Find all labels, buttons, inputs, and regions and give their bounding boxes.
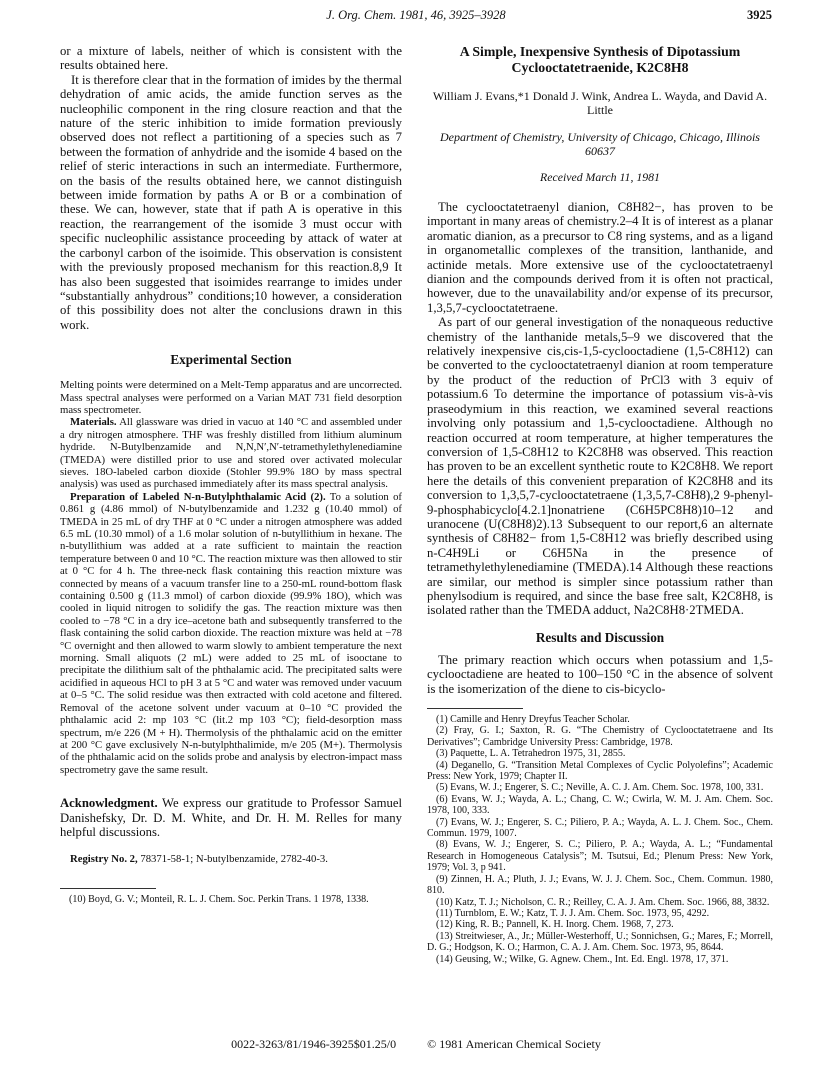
- right-footnotes: [427, 714, 773, 965]
- results-heading: Results and Discussion: [535, 629, 665, 645]
- left-column: [60, 44, 402, 905]
- results-paragraph: The primary reaction which occurs when potassium and 1,5-cyclooctadiene are heated to 100–150 °C in the absence of solvent is the isomerization of the diene to cis-bicyclo-: [427, 652, 773, 696]
- experimental-text: [60, 379, 402, 776]
- footnote: (4) Deganello, G. “Transition Metal Complexes of Cyclic Polyolefins”; Academic Press: New York, 1979; Chapter II.: [427, 759, 773, 783]
- footnote: (14) Geusing, W.; Wilke, G. Agnew. Chem., Int. Ed. Engl. 1978, 17, 371.: [436, 953, 729, 965]
- discussion-text: [60, 44, 402, 332]
- authors: William J. Evans,*1 Donald J. Wink, Andrea L. Wayda, and David A. Little: [432, 89, 768, 117]
- footnote: (10) Katz, T. J.; Nicholson, C. R.; Reilley, C. A. J. Am. Chem. Soc. 1966, 88, 3832.: [436, 896, 770, 908]
- intro-paragraph: The cyclooctatetraenyl dianion, C8H82−, has proven to be important in many areas of chemistry.2–4 It is of interest as a planar aromatic dianion, as a precursor to C8 ring systems, and as a ligand in organometallic complexes of the transition, lanthanide, and actinide metals. More extensive use of the cyclooctatetraenyl dianion and the compounds derived from it is often not practical, however, due to the unavailability and/or expense of its precursor, 1,3,5,7-cyclooctatetraene.: [427, 200, 773, 315]
- running-header: [60, 8, 772, 28]
- article-title: A Simple, Inexpensive Synthesis of Dipotassium Cyclooctatetraenide, K2C8H8: [459, 44, 741, 75]
- acknowledgment-label: Acknowledgment.: [60, 796, 158, 811]
- footnote: (13) Streitwieser, A., Jr.; Müller-Westerhoff, U.; Sonnichsen, G.; Mares, F.; Morrell, D. G.; Hodgson, K. O.; Harmon, C. A. J. Am. Chem. Soc. 1973, 95, 8644.: [427, 930, 773, 954]
- registry-numbers: [60, 853, 402, 865]
- footnote: (11) Turnblom, E. W.; Katz, T. J. J. Am. Chem. Soc. 1973, 95, 4292.: [436, 907, 710, 919]
- footnote-rule: [60, 888, 156, 889]
- footnote: (1) Camille and Henry Dreyfus Teacher Scholar.: [436, 714, 630, 725]
- materials-paragraph: [60, 416, 402, 490]
- acknowledgment-text: We express our gratitude to Professor Samuel Danishefsky, Dr. D. M. White, and Dr. H. M. Relles for many helpful discussions.: [60, 796, 402, 839]
- footnote: (9) Zinnen, H. A.; Pluth, J. J.; Evans, W. J. J. Chem. Soc., Chem. Commun. 1980, 810.: [427, 873, 773, 897]
- continued-paragraph: or a mixture of labels, neither of which is consistent with the results obtained here.: [60, 44, 402, 73]
- received-date: Received March 11, 1981: [540, 170, 660, 184]
- conclusion-paragraph: It is therefore clear that in the formation of imides by the thermal dehydration of amic acids, the amide function serves as the nucleophilic component in the ring closure reaction and that the nature of the steric inhibition to imide formation previously observed does not reflect a partitioning of a species such as 7 between the formation of anhydride and the isomide 4 based on the relief of steric interactions in such an intermediate. Furthermore, on the basis of the results obtained here, we cannot distinguish between imide formation by paths A or B or a combination of these. We can, however, state that if path A is operative in this reaction, the rearrangement of the isomide 3 must occur with specific nucleophilic assistance proceeding by attack of water at the carbonyl carbon of the isoimide. This observation is consistent with the previously proposed mechanism for this reaction.8,9 It has also been suggested that isoimides rearrange to imides under “substantially anhydrous” conditions;10 however, a consideration of this possibility does not alter the conclusions drawn in this work.: [60, 72, 402, 332]
- left-footnotes: [60, 894, 402, 905]
- footnote: (2) Fray, G. I.; Saxton, R. G. “The Chemistry of Cyclooctatetraene and Its Derivatives”; Cambridge University Press: Cambridge, 1978.: [427, 725, 773, 748]
- footnote-rule: [427, 708, 523, 709]
- registry-text: 78371-58-1; N-butylbenzamide, 2782-40-3.: [137, 853, 328, 866]
- right-column: [427, 44, 773, 965]
- price-code: 0022-3263/81/1946-3925$01.25/0: [231, 1037, 397, 1051]
- results-text: [427, 653, 773, 696]
- preparation-paragraph: [60, 491, 402, 776]
- materials-label: Materials.: [70, 416, 117, 429]
- experimental-heading: Experimental Section: [170, 352, 292, 368]
- investigation-paragraph: As part of our general investigation of the nonaqueous reductive chemistry of the lanthanide metals,5–9 we discovered that the relatively inexpensive cis,cis-1,5-cyclooctadiene (1,5-C8H12) can be converted to the cyclooctatetraenyl dianion at room temperature by the product of the reduction of PrCl3 with 3 equiv of potassium.6 To determine the importance of potassium vis-à-vis praseodymium in this reaction, we examined several reactions involving only potassium and 1,5-cyclooctadiene. Although no reaction occurred at room temperature, at higher temperatures the conversion of 1,5-C8H12 to K2C8H8 was observed. This reaction has proven to be an excellent synthetic route to K2C8H8. We report here the details of this convenient preparation of K2C8H8 and its conversion to 1,3,5,7-cyclooctatetraene (1,3,5,7-C8H8),2 9-phenyl-9-phosphabicyclo[4.2.1]nonatriene (C6H5PC8H8)10–12 and uranocene (U(C8H8)2).13 Subsequent to our report,6 an alternate synthesis of C8H82− from 1,5-C8H12 was briefly described using n-C4H9Li or C6H5Na in the presence of tetramethylethylenediamine (TMEDA).14 Although these reactions are similar, our method is simpler since potassium rather than phenylsodium is required, and since the base free salt, K2C8H8, is isolated rather than the TMEDA adduct, Na2C8H8·2TMEDA.: [427, 315, 773, 618]
- acknowledgment: [60, 796, 402, 839]
- page-number: 3925: [747, 8, 772, 22]
- apparatus-paragraph: Melting points were determined on a Melt-Temp apparatus and are uncorrected. Mass spectral analyses were performed on a Varian MAT 731 field desorption mass spectrometer.: [60, 379, 402, 416]
- footnote: (7) Evans, W. J.; Engerer, S. C.; Piliero, P. A.; Wayda, A. L. J. Chem. Soc., Chem. Commun. 1979, 1007.: [427, 816, 773, 840]
- journal-citation: J. Org. Chem. 1981, 46, 3925–3928: [326, 8, 506, 22]
- footnote-10: (10) Boyd, G. V.; Monteil, R. L. J. Chem. Soc. Perkin Trans. 1 1978, 1338.: [69, 893, 369, 905]
- footnote: (8) Evans, W. J.; Engerer, S. C.; Piliero, P. A.; Wayda, A. L.; “Fundamental Research in Homogeneous Catalysis”; M. Tsutsui, Ed.; Plenum Press: New York, 1979; Vol. 3, p 941.: [427, 839, 773, 874]
- article-body: [427, 200, 773, 618]
- materials-text: All glassware was dried in vacuo at 140 °C and assembled under a dry nitrogen atmosphere. THF was freshly distilled from lithium aluminum hydride. N-Butylbenzamide and N,N,N′,N′-tetramethylethylenediamine (TMEDA) were distilled prior to use and stored over activated molecular sieves. 18O-labeled carbon dioxide (Stohler 99.9% 18O by mass spectral analysis) was used as purchased immediately after its mass spectral analysis.: [60, 416, 402, 491]
- footnote: (12) King, R. B.; Pannell, K. H. Inorg. Chem. 1968, 7, 273.: [436, 919, 674, 931]
- affiliation: Department of Chemistry, University of Chicago, Chicago, Illinois 60637: [440, 130, 760, 158]
- registry-label: Registry No. 2,: [70, 853, 138, 866]
- footnote: (3) Paquette, L. A. Tetrahedron 1975, 31, 2855.: [436, 748, 626, 760]
- page-footer: [60, 1037, 772, 1052]
- preparation-label: Preparation of Labeled N-n-Butylphthalamic Acid (2).: [70, 490, 326, 503]
- copyright: © 1981 American Chemical Society: [427, 1037, 601, 1051]
- footnote: (5) Evans, W. J.; Engerer, S. C.; Neville, A. C. J. Am. Chem. Soc. 1978, 100, 331.: [436, 782, 764, 794]
- footnote: (6) Evans, W. J.; Wayda, A. L.; Chang, C. W.; Cwirla, W. M. J. Am. Chem. Soc. 1978, 100, 333.: [427, 793, 773, 817]
- preparation-text: To a solution of 0.861 g (4.86 mmol) of N-butylbenzamide and 1.232 g (10.40 mmol) of TMEDA in 25 mL of dry THF at 0 °C under a nitrogen atmosphere was added 6.5 mL (10.30 mmol) of a 1.6 molar solution of n-butyllithium in hexane. The n-butyllithium was added at a rate sufficient to maintain the reaction temperature between 0 and 10 °C. The reaction mixture was then allowed to stir at 0 °C for 4 h. The three-neck flask containing this reaction mixture was connected by means of a vacuum transfer line to a 250-mL round-bottom flask containing 0.500 g (11.3 mmol) of carbon dioxide (99.9% 18O), which was cooled in liquid nitrogen to solidify the gas. The reaction mixture was then cooled to −78 °C in a dry ice–acetone bath and subsequently transferred to the flask containing the solid carbon dioxide. The reaction mixture was held at −78 °C overnight and then allowed to warm slowly to ambient temperature the next morning. Small aliquots (2 mL) were added to 25 mL of isooctane to precipitate the dilithium salt of the phthalamic acid. The precipitated salts were acidified in aqueous HCl to pH 3 at 5 °C and water was removed under vacuum at 0–5 °C. The solid residue was then extracted with cold acetone and filtered. Removal of the acetone solvent under vacuum at 0–10 °C provided the phthalamic acid 2: mp 103 °C (lit.2 mp 103 °C); field-desorption mass spectrum, m/e 226 (M + H). Thermolysis of the phthalamic acid on the emitter at 200 °C gave exclusively N-n-butylphthalimide, m/e 205 (M+). Thermolysis of the phthalamic acid on the solids probe and analysis by electron-impact mass spectrometry gave the same result.: [60, 490, 402, 776]
